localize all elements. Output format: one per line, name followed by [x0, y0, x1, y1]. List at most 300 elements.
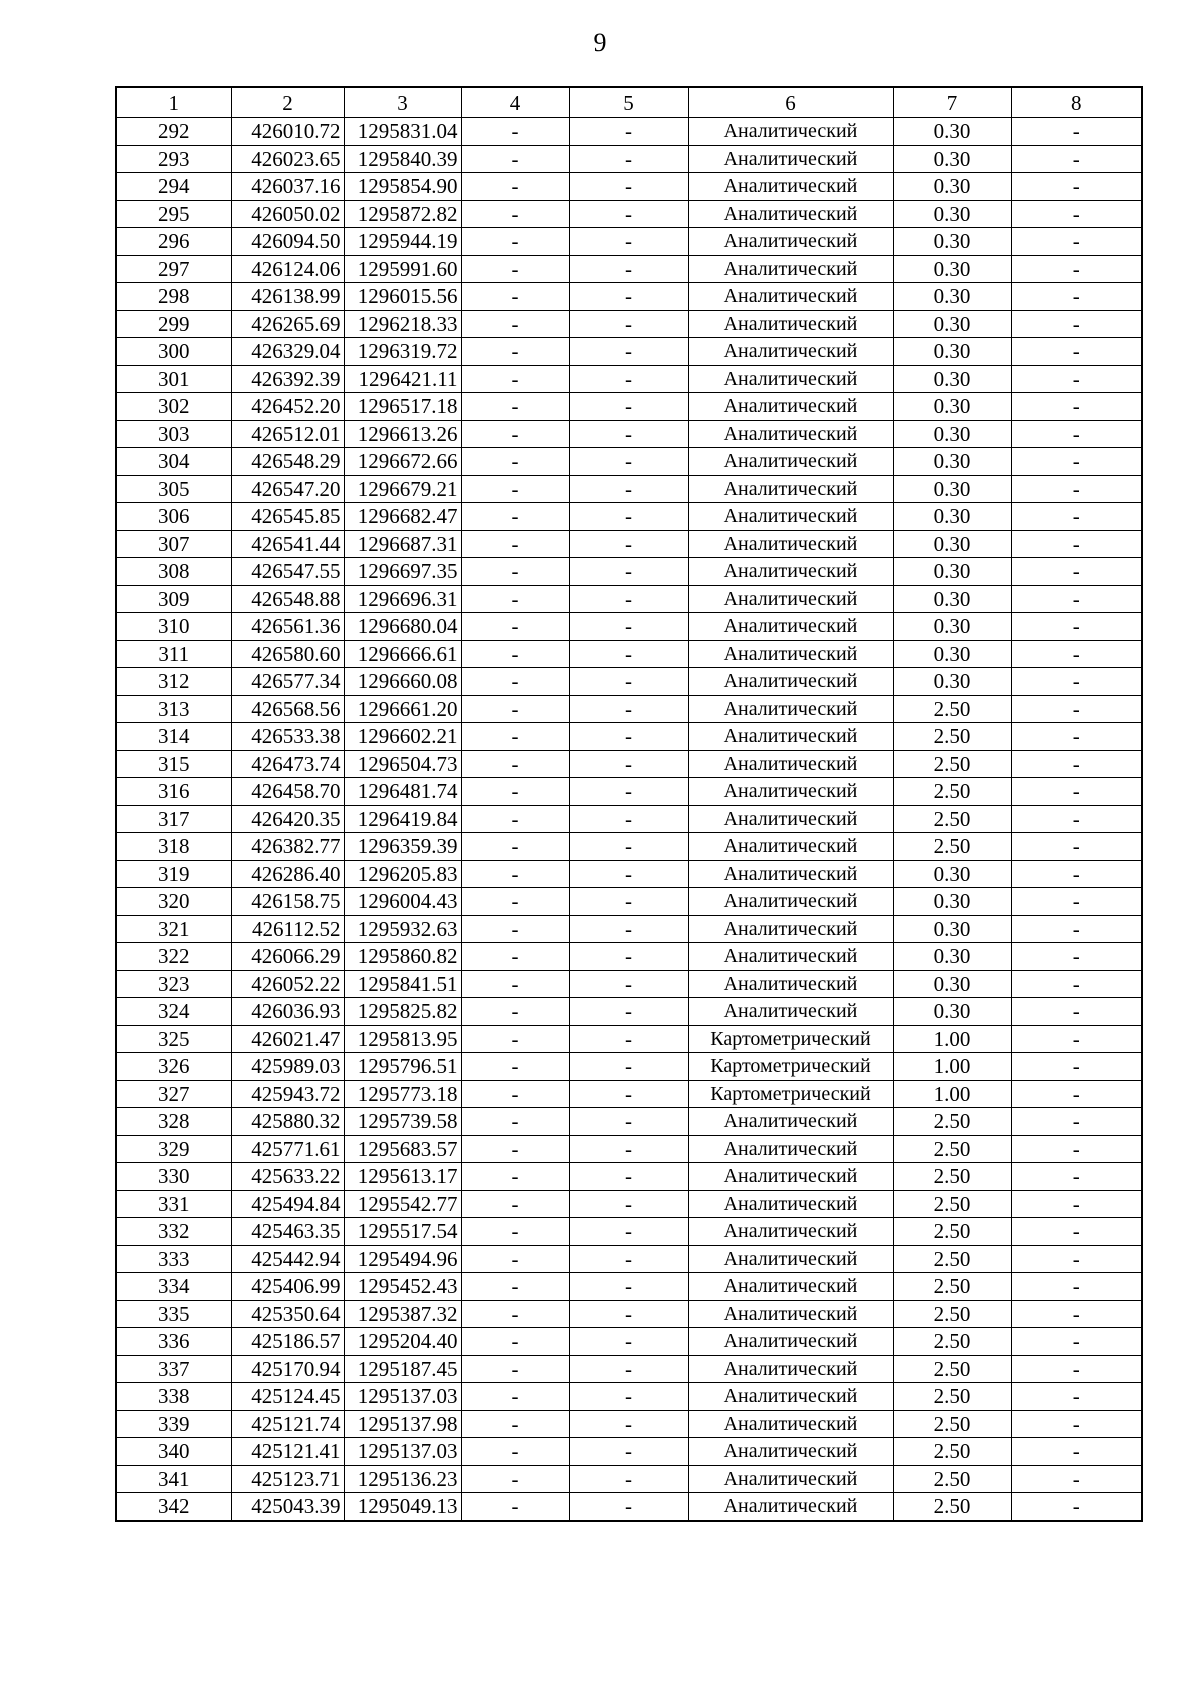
col8-value-cell: - [1011, 173, 1142, 201]
x-coordinate-cell: 426036.93 [231, 998, 344, 1026]
col4-value-cell: - [461, 640, 569, 668]
point-number-cell: 335 [116, 1300, 231, 1328]
y-coordinate-cell: 1296696.31 [344, 585, 461, 613]
coordinates-table [115, 86, 1143, 1522]
accuracy-cell: 0.30 [893, 255, 1011, 283]
accuracy-cell: 2.50 [893, 1493, 1011, 1521]
method-cell: Аналитический [688, 1465, 893, 1493]
col5-value-cell: - [569, 723, 688, 751]
col8-value-cell: - [1011, 310, 1142, 338]
col4-value-cell: - [461, 255, 569, 283]
col5-value-cell: - [569, 915, 688, 943]
point-number-cell: 327 [116, 1080, 231, 1108]
x-coordinate-cell: 426023.65 [231, 145, 344, 173]
x-coordinate-cell: 425494.84 [231, 1190, 344, 1218]
accuracy-cell: 2.50 [893, 750, 1011, 778]
point-number-cell: 326 [116, 1053, 231, 1081]
point-number-cell: 319 [116, 860, 231, 888]
col4-value-cell: - [461, 365, 569, 393]
col4-value-cell: - [461, 585, 569, 613]
y-coordinate-cell: 1295136.23 [344, 1465, 461, 1493]
col5-value-cell: - [569, 1300, 688, 1328]
point-number-cell: 315 [116, 750, 231, 778]
col8-value-cell: - [1011, 503, 1142, 531]
x-coordinate-cell: 425121.74 [231, 1410, 344, 1438]
table-row [116, 998, 1142, 1026]
method-cell: Аналитический [688, 860, 893, 888]
col5-value-cell: - [569, 310, 688, 338]
x-coordinate-cell: 426458.70 [231, 778, 344, 806]
point-number-cell: 314 [116, 723, 231, 751]
point-number-cell: 300 [116, 338, 231, 366]
accuracy-cell: 0.30 [893, 943, 1011, 971]
point-number-cell: 292 [116, 118, 231, 146]
accuracy-cell: 0.30 [893, 888, 1011, 916]
y-coordinate-cell: 1296218.33 [344, 310, 461, 338]
col8-value-cell: - [1011, 1218, 1142, 1246]
y-coordinate-cell: 1295860.82 [344, 943, 461, 971]
point-number-cell: 297 [116, 255, 231, 283]
col8-value-cell: - [1011, 420, 1142, 448]
accuracy-cell: 2.50 [893, 1163, 1011, 1191]
table-row [116, 1135, 1142, 1163]
col4-value-cell: - [461, 1410, 569, 1438]
x-coordinate-cell: 425442.94 [231, 1245, 344, 1273]
y-coordinate-cell: 1296666.61 [344, 640, 461, 668]
accuracy-cell: 2.50 [893, 1245, 1011, 1273]
x-coordinate-cell: 426112.52 [231, 915, 344, 943]
col8-value-cell: - [1011, 750, 1142, 778]
col5-value-cell: - [569, 943, 688, 971]
method-cell: Аналитический [688, 1163, 893, 1191]
col8-value-cell: - [1011, 1438, 1142, 1466]
accuracy-cell: 0.30 [893, 475, 1011, 503]
method-cell: Аналитический [688, 1273, 893, 1301]
point-number-cell: 301 [116, 365, 231, 393]
accuracy-cell: 0.30 [893, 613, 1011, 641]
y-coordinate-cell: 1295739.58 [344, 1108, 461, 1136]
method-cell: Аналитический [688, 695, 893, 723]
accuracy-cell: 0.30 [893, 640, 1011, 668]
accuracy-cell: 0.30 [893, 420, 1011, 448]
method-cell: Аналитический [688, 530, 893, 558]
method-cell: Аналитический [688, 365, 893, 393]
point-number-cell: 309 [116, 585, 231, 613]
table-row [116, 833, 1142, 861]
col4-value-cell: - [461, 943, 569, 971]
col4-value-cell: - [461, 145, 569, 173]
col4-value-cell: - [461, 778, 569, 806]
col4-value-cell: - [461, 1383, 569, 1411]
x-coordinate-cell: 426066.29 [231, 943, 344, 971]
method-cell: Аналитический [688, 1218, 893, 1246]
col5-value-cell: - [569, 860, 688, 888]
method-cell: Аналитический [688, 585, 893, 613]
method-cell: Аналитический [688, 1438, 893, 1466]
y-coordinate-cell: 1296517.18 [344, 393, 461, 421]
col4-value-cell: - [461, 420, 569, 448]
col5-value-cell: - [569, 1080, 688, 1108]
table-row [116, 393, 1142, 421]
y-coordinate-cell: 1295187.45 [344, 1355, 461, 1383]
col8-value-cell: - [1011, 283, 1142, 311]
col5-value-cell: - [569, 833, 688, 861]
accuracy-cell: 2.50 [893, 1273, 1011, 1301]
point-number-cell: 312 [116, 668, 231, 696]
method-cell: Картометрический [688, 1025, 893, 1053]
header-row [116, 87, 1142, 118]
table-row [116, 585, 1142, 613]
col4-value-cell: - [461, 998, 569, 1026]
col4-value-cell: - [461, 283, 569, 311]
point-number-cell: 317 [116, 805, 231, 833]
col4-value-cell: - [461, 1245, 569, 1273]
col5-value-cell: - [569, 1163, 688, 1191]
table-row [116, 1328, 1142, 1356]
col8-value-cell: - [1011, 860, 1142, 888]
col8-value-cell: - [1011, 1025, 1142, 1053]
col5-value-cell: - [569, 475, 688, 503]
table-row [116, 283, 1142, 311]
table-row [116, 1438, 1142, 1466]
point-number-cell: 296 [116, 228, 231, 256]
x-coordinate-cell: 426138.99 [231, 283, 344, 311]
method-cell: Аналитический [688, 1383, 893, 1411]
method-cell: Аналитический [688, 475, 893, 503]
col5-value-cell: - [569, 145, 688, 173]
method-cell: Аналитический [688, 393, 893, 421]
y-coordinate-cell: 1296679.21 [344, 475, 461, 503]
x-coordinate-cell: 426420.35 [231, 805, 344, 833]
y-coordinate-cell: 1295825.82 [344, 998, 461, 1026]
x-coordinate-cell: 426561.36 [231, 613, 344, 641]
accuracy-cell: 1.00 [893, 1080, 1011, 1108]
table-row [116, 668, 1142, 696]
method-cell: Аналитический [688, 145, 893, 173]
x-coordinate-cell: 426541.44 [231, 530, 344, 558]
accuracy-cell: 2.50 [893, 805, 1011, 833]
col5-value-cell: - [569, 998, 688, 1026]
table-row [116, 1245, 1142, 1273]
col8-value-cell: - [1011, 228, 1142, 256]
col5-value-cell: - [569, 1493, 688, 1521]
x-coordinate-cell: 426265.69 [231, 310, 344, 338]
table-row [116, 475, 1142, 503]
x-coordinate-cell: 425121.41 [231, 1438, 344, 1466]
y-coordinate-cell: 1295137.03 [344, 1383, 461, 1411]
point-number-cell: 320 [116, 888, 231, 916]
point-number-cell: 337 [116, 1355, 231, 1383]
table-row [116, 805, 1142, 833]
col5-value-cell: - [569, 668, 688, 696]
y-coordinate-cell: 1296481.74 [344, 778, 461, 806]
col8-value-cell: - [1011, 943, 1142, 971]
table-row [116, 118, 1142, 146]
table-row [116, 1108, 1142, 1136]
col4-value-cell: - [461, 1135, 569, 1163]
table-row [116, 145, 1142, 173]
point-number-cell: 323 [116, 970, 231, 998]
col8-value-cell: - [1011, 915, 1142, 943]
column-header: 1 [116, 87, 231, 118]
accuracy-cell: 0.30 [893, 530, 1011, 558]
accuracy-cell: 2.50 [893, 1218, 1011, 1246]
accuracy-cell: 0.30 [893, 393, 1011, 421]
x-coordinate-cell: 426329.04 [231, 338, 344, 366]
column-header: 3 [344, 87, 461, 118]
method-cell: Аналитический [688, 833, 893, 861]
col8-value-cell: - [1011, 118, 1142, 146]
y-coordinate-cell: 1295841.51 [344, 970, 461, 998]
accuracy-cell: 0.30 [893, 283, 1011, 311]
col8-value-cell: - [1011, 668, 1142, 696]
x-coordinate-cell: 425463.35 [231, 1218, 344, 1246]
y-coordinate-cell: 1295517.54 [344, 1218, 461, 1246]
x-coordinate-cell: 425880.32 [231, 1108, 344, 1136]
point-number-cell: 303 [116, 420, 231, 448]
col4-value-cell: - [461, 118, 569, 146]
col8-value-cell: - [1011, 393, 1142, 421]
col8-value-cell: - [1011, 558, 1142, 586]
point-number-cell: 324 [116, 998, 231, 1026]
col5-value-cell: - [569, 1135, 688, 1163]
method-cell: Аналитический [688, 1300, 893, 1328]
method-cell: Аналитический [688, 200, 893, 228]
table-row [116, 310, 1142, 338]
col5-value-cell: - [569, 420, 688, 448]
point-number-cell: 316 [116, 778, 231, 806]
col4-value-cell: - [461, 558, 569, 586]
table-row [116, 640, 1142, 668]
x-coordinate-cell: 426577.34 [231, 668, 344, 696]
x-coordinate-cell: 425350.64 [231, 1300, 344, 1328]
method-cell: Аналитический [688, 283, 893, 311]
col8-value-cell: - [1011, 1163, 1142, 1191]
col8-value-cell: - [1011, 888, 1142, 916]
table-row [116, 1190, 1142, 1218]
col5-value-cell: - [569, 365, 688, 393]
table-row [116, 255, 1142, 283]
accuracy-cell: 2.50 [893, 1190, 1011, 1218]
x-coordinate-cell: 426548.29 [231, 448, 344, 476]
col4-value-cell: - [461, 888, 569, 916]
y-coordinate-cell: 1296680.04 [344, 613, 461, 641]
x-coordinate-cell: 425170.94 [231, 1355, 344, 1383]
table-row [116, 1493, 1142, 1521]
col4-value-cell: - [461, 750, 569, 778]
col5-value-cell: - [569, 1245, 688, 1273]
accuracy-cell: 2.50 [893, 1300, 1011, 1328]
table-row [116, 1300, 1142, 1328]
y-coordinate-cell: 1295872.82 [344, 200, 461, 228]
col5-value-cell: - [569, 338, 688, 366]
accuracy-cell: 0.30 [893, 668, 1011, 696]
col5-value-cell: - [569, 200, 688, 228]
x-coordinate-cell: 425943.72 [231, 1080, 344, 1108]
col8-value-cell: - [1011, 1245, 1142, 1273]
x-coordinate-cell: 426473.74 [231, 750, 344, 778]
point-number-cell: 330 [116, 1163, 231, 1191]
col8-value-cell: - [1011, 998, 1142, 1026]
col4-value-cell: - [461, 1218, 569, 1246]
y-coordinate-cell: 1295049.13 [344, 1493, 461, 1521]
col5-value-cell: - [569, 173, 688, 201]
table-row [116, 750, 1142, 778]
col5-value-cell: - [569, 1328, 688, 1356]
col4-value-cell: - [461, 915, 569, 943]
x-coordinate-cell: 425043.39 [231, 1493, 344, 1521]
col4-value-cell: - [461, 200, 569, 228]
accuracy-cell: 0.30 [893, 173, 1011, 201]
table-row [116, 365, 1142, 393]
accuracy-cell: 2.50 [893, 1465, 1011, 1493]
y-coordinate-cell: 1296359.39 [344, 833, 461, 861]
col8-value-cell: - [1011, 723, 1142, 751]
col8-value-cell: - [1011, 338, 1142, 366]
column-header: 6 [688, 87, 893, 118]
accuracy-cell: 2.50 [893, 1355, 1011, 1383]
col4-value-cell: - [461, 1108, 569, 1136]
col8-value-cell: - [1011, 1108, 1142, 1136]
col5-value-cell: - [569, 750, 688, 778]
point-number-cell: 329 [116, 1135, 231, 1163]
method-cell: Аналитический [688, 1245, 893, 1273]
col4-value-cell: - [461, 833, 569, 861]
accuracy-cell: 0.30 [893, 310, 1011, 338]
y-coordinate-cell: 1296682.47 [344, 503, 461, 531]
method-cell: Аналитический [688, 640, 893, 668]
accuracy-cell: 1.00 [893, 1053, 1011, 1081]
table-row [116, 970, 1142, 998]
col4-value-cell: - [461, 1190, 569, 1218]
col8-value-cell: - [1011, 585, 1142, 613]
x-coordinate-cell: 426124.06 [231, 255, 344, 283]
y-coordinate-cell: 1295387.32 [344, 1300, 461, 1328]
col5-value-cell: - [569, 778, 688, 806]
accuracy-cell: 2.50 [893, 695, 1011, 723]
y-coordinate-cell: 1295854.90 [344, 173, 461, 201]
y-coordinate-cell: 1295831.04 [344, 118, 461, 146]
x-coordinate-cell: 426580.60 [231, 640, 344, 668]
col8-value-cell: - [1011, 200, 1142, 228]
col8-value-cell: - [1011, 530, 1142, 558]
col4-value-cell: - [461, 393, 569, 421]
x-coordinate-cell: 426533.38 [231, 723, 344, 751]
col8-value-cell: - [1011, 448, 1142, 476]
method-cell: Аналитический [688, 943, 893, 971]
table-row [116, 1218, 1142, 1246]
col8-value-cell: - [1011, 1493, 1142, 1521]
method-cell: Аналитический [688, 805, 893, 833]
method-cell: Картометрический [688, 1080, 893, 1108]
method-cell: Аналитический [688, 750, 893, 778]
col5-value-cell: - [569, 695, 688, 723]
col4-value-cell: - [461, 1438, 569, 1466]
point-number-cell: 333 [116, 1245, 231, 1273]
x-coordinate-cell: 425124.45 [231, 1383, 344, 1411]
col5-value-cell: - [569, 970, 688, 998]
x-coordinate-cell: 426021.47 [231, 1025, 344, 1053]
col8-value-cell: - [1011, 1135, 1142, 1163]
table-row [116, 1080, 1142, 1108]
col8-value-cell: - [1011, 1383, 1142, 1411]
method-cell: Аналитический [688, 1190, 893, 1218]
y-coordinate-cell: 1295613.17 [344, 1163, 461, 1191]
col5-value-cell: - [569, 1025, 688, 1053]
point-number-cell: 306 [116, 503, 231, 531]
column-header: 4 [461, 87, 569, 118]
table-row [116, 1273, 1142, 1301]
y-coordinate-cell: 1295137.98 [344, 1410, 461, 1438]
col8-value-cell: - [1011, 613, 1142, 641]
y-coordinate-cell: 1296661.20 [344, 695, 461, 723]
accuracy-cell: 0.30 [893, 503, 1011, 531]
method-cell: Аналитический [688, 228, 893, 256]
x-coordinate-cell: 426512.01 [231, 420, 344, 448]
col5-value-cell: - [569, 558, 688, 586]
y-coordinate-cell: 1296421.11 [344, 365, 461, 393]
col4-value-cell: - [461, 338, 569, 366]
col8-value-cell: - [1011, 1465, 1142, 1493]
accuracy-cell: 2.50 [893, 1410, 1011, 1438]
col8-value-cell: - [1011, 1190, 1142, 1218]
table-row [116, 723, 1142, 751]
accuracy-cell: 2.50 [893, 1135, 1011, 1163]
method-cell: Аналитический [688, 613, 893, 641]
accuracy-cell: 0.30 [893, 228, 1011, 256]
point-number-cell: 294 [116, 173, 231, 201]
point-number-cell: 302 [116, 393, 231, 421]
col4-value-cell: - [461, 1053, 569, 1081]
table-row [116, 1163, 1142, 1191]
col4-value-cell: - [461, 1300, 569, 1328]
col4-value-cell: - [461, 1465, 569, 1493]
method-cell: Аналитический [688, 1493, 893, 1521]
col4-value-cell: - [461, 613, 569, 641]
accuracy-cell: 0.30 [893, 970, 1011, 998]
col8-value-cell: - [1011, 805, 1142, 833]
col4-value-cell: - [461, 503, 569, 531]
accuracy-cell: 2.50 [893, 778, 1011, 806]
table-row [116, 1053, 1142, 1081]
point-number-cell: 334 [116, 1273, 231, 1301]
method-cell: Аналитический [688, 255, 893, 283]
column-header: 5 [569, 87, 688, 118]
point-number-cell: 328 [116, 1108, 231, 1136]
col8-value-cell: - [1011, 1273, 1142, 1301]
col8-value-cell: - [1011, 1410, 1142, 1438]
table-row [116, 1025, 1142, 1053]
table-row [116, 1383, 1142, 1411]
y-coordinate-cell: 1296205.83 [344, 860, 461, 888]
table-row [116, 173, 1142, 201]
col8-value-cell: - [1011, 778, 1142, 806]
point-number-cell: 293 [116, 145, 231, 173]
accuracy-cell: 2.50 [893, 833, 1011, 861]
table-row [116, 558, 1142, 586]
col5-value-cell: - [569, 1218, 688, 1246]
table-row [116, 613, 1142, 641]
y-coordinate-cell: 1295991.60 [344, 255, 461, 283]
x-coordinate-cell: 426568.56 [231, 695, 344, 723]
col4-value-cell: - [461, 1163, 569, 1191]
accuracy-cell: 2.50 [893, 1383, 1011, 1411]
y-coordinate-cell: 1295932.63 [344, 915, 461, 943]
col5-value-cell: - [569, 1355, 688, 1383]
point-number-cell: 336 [116, 1328, 231, 1356]
col4-value-cell: - [461, 1025, 569, 1053]
method-cell: Аналитический [688, 310, 893, 338]
